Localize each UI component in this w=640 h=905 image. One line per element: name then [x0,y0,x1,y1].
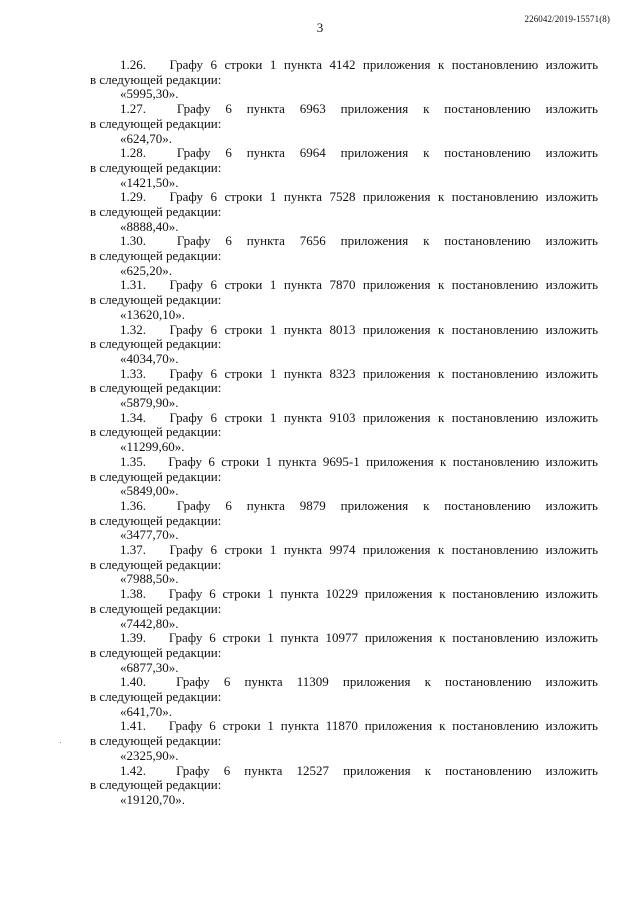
item-number: 1.29. [120,189,146,205]
amendment-value: «641,70». [120,703,172,719]
item-number: 1.27. [120,101,146,117]
amendment-word: к [437,189,445,205]
amendment-word: 6 [210,189,218,205]
amendment-word: пункта [280,630,319,646]
item-number: 1.31. [120,277,146,293]
amendment-word: 6 [209,586,216,602]
amendment-word: строки [224,365,263,381]
amendment-value: «8888,40». [120,218,179,234]
amendment-second-line: в следующей редакции: [90,512,222,528]
amendment-word: изложить [545,762,598,778]
document-id: 226042/2019-15571(8) [524,14,610,24]
amendment-word: пункта [246,497,285,513]
amendment-word: изложить [545,718,598,734]
amendment-word: пункта [244,762,283,778]
amendment-word: 1 [267,630,274,646]
amendment-word: приложения [340,101,409,117]
amendment-word: изложить [545,101,598,117]
amendment-word: к [439,586,446,602]
amendment-value: «7988,50». [120,571,179,587]
amendment-word: 1 [269,409,277,425]
amendment-word: приложения [340,233,409,249]
amendment-word: к [424,674,431,690]
item-number: 1.38. [120,586,146,602]
amendment-first-line [90,190,598,205]
amendment-word: приложения [362,321,431,337]
amendment-word: постановлению [451,57,539,72]
amendment-second-line: в следующей редакции: [90,71,222,87]
amendment-word: к [437,321,445,337]
amendment-word: приложения [340,497,409,513]
amendment-word: 11870 [325,718,358,734]
amendment-first-line [90,543,598,558]
amendment-word: постановлению [452,718,539,734]
amendment-word: пункта [283,57,322,72]
amendment-word: изложить [545,321,598,337]
amendment-word: пункта [280,586,319,602]
amendment-first-line [90,367,598,382]
amendment-word: к [437,365,445,381]
amendment-word: Графу [169,321,204,337]
amendment-word: 1 [269,57,277,72]
amendment-word: 9103 [329,409,356,425]
amendment-word: строки [222,718,261,734]
amendment-word: изложить [545,497,598,513]
amendment-first-line [90,278,598,293]
amendment-word: к [423,101,430,117]
amendment-word: строки [224,409,263,425]
amendment-word: пункта [246,101,285,117]
amendment-word: пункта [246,233,285,249]
amendment-value: «1421,50». [120,174,179,190]
amendment-word: 12527 [296,762,329,778]
amendment-second-line: в следующей редакции: [90,380,222,396]
amendment-word: 8323 [329,365,356,381]
amendment-second-line: в следующей редакции: [90,556,222,572]
amendment-list [90,58,598,808]
scan-artifact [60,742,61,743]
amendment-word: к [423,145,430,161]
amendment-second-line: в следующей редакции: [90,689,222,705]
amendment-first-line [90,675,598,690]
amendment-value: «11299,60». [120,439,185,455]
amendment-word: Графу [169,542,204,558]
amendment-first-line [90,234,598,249]
amendment-word: 1 [267,586,274,602]
amendment-second-line: в следующей редакции: [90,203,222,219]
amendment-word: Графу [176,762,210,778]
amendment-word: приложения [362,409,431,425]
amendment-word: 1 [269,277,277,293]
amendment-word: 9974 [329,542,356,558]
item-number: 1.42. [120,762,146,778]
amendment-first-line [90,764,598,779]
amendment-item [90,367,598,411]
amendment-word: 6 [210,321,218,337]
item-number: 1.41. [120,718,146,734]
amendment-word: 1 [269,365,277,381]
amendment-word: 1 [269,542,277,558]
amendment-first-line [90,411,598,426]
amendment-word: приложения [364,630,433,646]
amendment-word: 6 [209,718,216,734]
amendment-word: 9879 [299,497,326,513]
amendment-word: Графу [176,145,211,161]
amendment-word: Графу [176,233,211,249]
amendment-value: «6877,30». [120,659,179,675]
amendment-value: «5849,00». [120,483,179,499]
item-number: 1.37. [120,542,146,558]
amendment-word: приложения [366,453,434,469]
amendment-word: 9695-1 [322,453,360,469]
amendment-word: изложить [545,233,598,249]
item-number: 1.40. [120,674,146,690]
amendment-word: постановлению [444,101,531,117]
amendment-word: Графу [176,101,211,117]
item-number: 1.26. [120,57,146,72]
item-number: 1.32. [120,321,146,337]
amendment-word: 6964 [299,145,326,161]
amendment-first-line [90,631,598,646]
amendment-first-line [90,719,598,734]
amendment-word: 6 [223,762,231,778]
amendment-word: постановлению [451,365,539,381]
amendment-word: постановлению [452,453,540,469]
amendment-word: приложения [364,718,433,734]
amendment-second-line: в следующей редакции: [90,468,222,484]
amendment-first-line [90,323,598,338]
amendment-word: к [424,762,432,778]
amendment-item [90,411,598,455]
item-number: 1.35. [120,453,146,469]
page-number: 3 [316,20,324,35]
amendment-word: 10977 [325,630,359,646]
amendment-second-line: в следующей редакции: [90,336,222,352]
amendment-word: постановлению [451,277,539,293]
amendment-value: «5995,30». [120,86,179,102]
amendment-word: приложения [340,145,409,161]
amendment-item [90,234,598,278]
amendment-word: строки [222,586,261,602]
amendment-word: строки [224,189,263,205]
amendment-first-line [90,102,598,117]
amendment-value: «7442,80». [120,615,179,631]
amendment-word: Графу [176,497,211,513]
amendment-word: Графу [169,57,204,72]
amendment-word: приложения [362,277,431,293]
amendment-word: строки [221,453,260,469]
amendment-word: к [437,57,445,72]
amendment-word: изложить [545,674,598,690]
amendment-second-line: в следующей редакции: [90,292,222,308]
item-number: 1.33. [120,365,146,381]
amendment-value: «2325,90». [120,747,179,763]
amendment-word: 6 [210,409,218,425]
amendment-word: постановлению [445,762,532,778]
amendment-value: «4034,70». [120,350,179,366]
amendment-word: постановлению [444,145,531,161]
amendment-word: постановлению [451,409,539,425]
amendment-word: изложить [545,277,598,293]
amendment-item [90,102,598,146]
amendment-word: строки [224,542,263,558]
amendment-word: строки [224,277,263,293]
amendment-word: постановлению [451,321,539,337]
amendment-word: 6963 [299,101,326,117]
amendment-word: изложить [545,586,598,602]
item-number: 1.34. [120,409,146,425]
amendment-word: пункта [244,674,283,690]
amendment-word: изложить [545,57,598,72]
amendment-second-line: в следующей редакции: [90,777,222,793]
amendment-word: к [437,277,445,293]
amendment-word: 6 [223,674,231,690]
amendment-word: Графу [169,409,204,425]
amendment-first-line [90,587,598,602]
item-number: 1.28. [120,145,146,161]
amendment-word: строки [222,630,261,646]
amendment-second-line: в следующей редакции: [90,424,222,440]
amendment-word: постановлению [451,189,539,205]
item-number: 1.36. [120,497,146,513]
amendment-second-line: в следующей редакции: [90,733,222,749]
amendment-word: Графу [169,189,204,205]
amendment-word: пункта [283,321,322,337]
amendment-word: 1 [269,189,277,205]
amendment-word: приложения [362,57,431,72]
amendment-word: 1 [269,321,277,337]
amendment-first-line [90,455,598,470]
amendment-word: 6 [225,233,232,249]
amendment-word: к [439,718,446,734]
amendment-item [90,631,598,675]
amendment-word: 7656 [299,233,326,249]
amendment-word: 6 [225,101,232,117]
amendment-word: постановлению [444,497,531,513]
amendment-item [90,675,598,719]
amendment-item [90,146,598,190]
amendment-word: изложить [545,542,598,558]
amendment-word: изложить [545,630,598,646]
amendment-word: изложить [545,365,598,381]
amendment-word: приложения [362,542,431,558]
amendment-item [90,455,598,499]
amendment-word: приложения [364,586,433,602]
amendment-word: 6 [210,365,218,381]
amendment-word: изложить [545,409,598,425]
amendment-value: «19120,70». [120,791,185,807]
amendment-word: приложения [343,762,411,778]
amendment-second-line: в следующей редакции: [90,600,222,616]
amendment-word: Графу [169,277,204,293]
amendment-item [90,323,598,367]
amendment-word: 6 [209,630,216,646]
amendment-word: 6 [210,542,218,558]
amendment-word: к [440,453,447,469]
amendment-value: «5879,90». [120,395,179,411]
amendment-word: 10229 [325,586,359,602]
amendment-item [90,764,598,808]
amendment-word: 7870 [329,277,356,293]
amendment-word: 1 [265,453,272,469]
amendment-word: 1 [267,718,274,734]
amendment-word: к [437,409,445,425]
amendment-item [90,719,598,763]
amendment-word: постановлению [452,630,539,646]
amendment-word: постановлению [451,542,539,558]
amendment-word: 6 [208,453,215,469]
amendment-item [90,58,598,102]
amendment-second-line: в следующей редакции: [90,644,222,660]
amendment-word: изложить [545,145,598,161]
amendment-word: 4142 [329,57,356,72]
amendment-word: к [423,497,430,513]
amendment-word: изложить [545,189,598,205]
amendment-value: «624,70». [120,130,172,146]
amendment-item [90,587,598,631]
amendment-word: изложить [545,453,598,469]
amendment-value: «13620,10». [120,306,185,322]
amendment-second-line: в следующей редакции: [90,159,222,175]
amendment-word: постановлению [445,674,532,690]
amendment-word: Графу [168,630,203,646]
amendment-word: пункта [283,277,322,293]
amendment-word: 6 [225,497,232,513]
amendment-word: 6 [225,145,232,161]
amendment-word: Графу [168,718,203,734]
amendment-value: «625,20». [120,262,172,278]
amendment-word: Графу [168,453,202,469]
amendment-item [90,190,598,234]
amendment-word: приложения [362,189,431,205]
amendment-first-line [90,58,598,73]
amendment-word: 6 [210,57,218,72]
amendment-word: к [423,233,430,249]
amendment-word: 7528 [329,189,356,205]
amendment-item [90,499,598,543]
amendment-word: Графу [168,586,203,602]
amendment-first-line [90,499,598,514]
amendment-item [90,543,598,587]
amendment-word: пункта [280,718,319,734]
amendment-item [90,278,598,322]
amendment-word: к [437,542,445,558]
amendment-second-line: в следующей редакции: [90,115,222,131]
amendment-first-line [90,146,598,161]
amendment-value: «3477,70». [120,527,179,543]
amendment-word: пункта [278,453,317,469]
amendment-word: пункта [283,365,322,381]
amendment-word: строки [224,321,263,337]
amendment-word: Графу [169,365,204,381]
item-number: 1.39. [120,630,146,646]
amendment-word: пункта [283,409,322,425]
amendment-word: 8013 [329,321,356,337]
amendment-word: постановлению [444,233,531,249]
amendment-word: приложения [362,365,431,381]
amendment-word: пункта [283,189,322,205]
amendment-word: постановлению [452,586,539,602]
amendment-word: приложения [342,674,411,690]
amendment-second-line: в следующей редакции: [90,248,222,264]
amendment-word: 6 [210,277,218,293]
amendment-word: пункта [246,145,285,161]
amendment-word: 11309 [296,674,329,690]
amendment-word: строки [224,57,263,72]
item-number: 1.30. [120,233,146,249]
amendment-word: Графу [176,674,210,690]
amendment-word: к [439,630,446,646]
amendment-word: пункта [283,542,322,558]
